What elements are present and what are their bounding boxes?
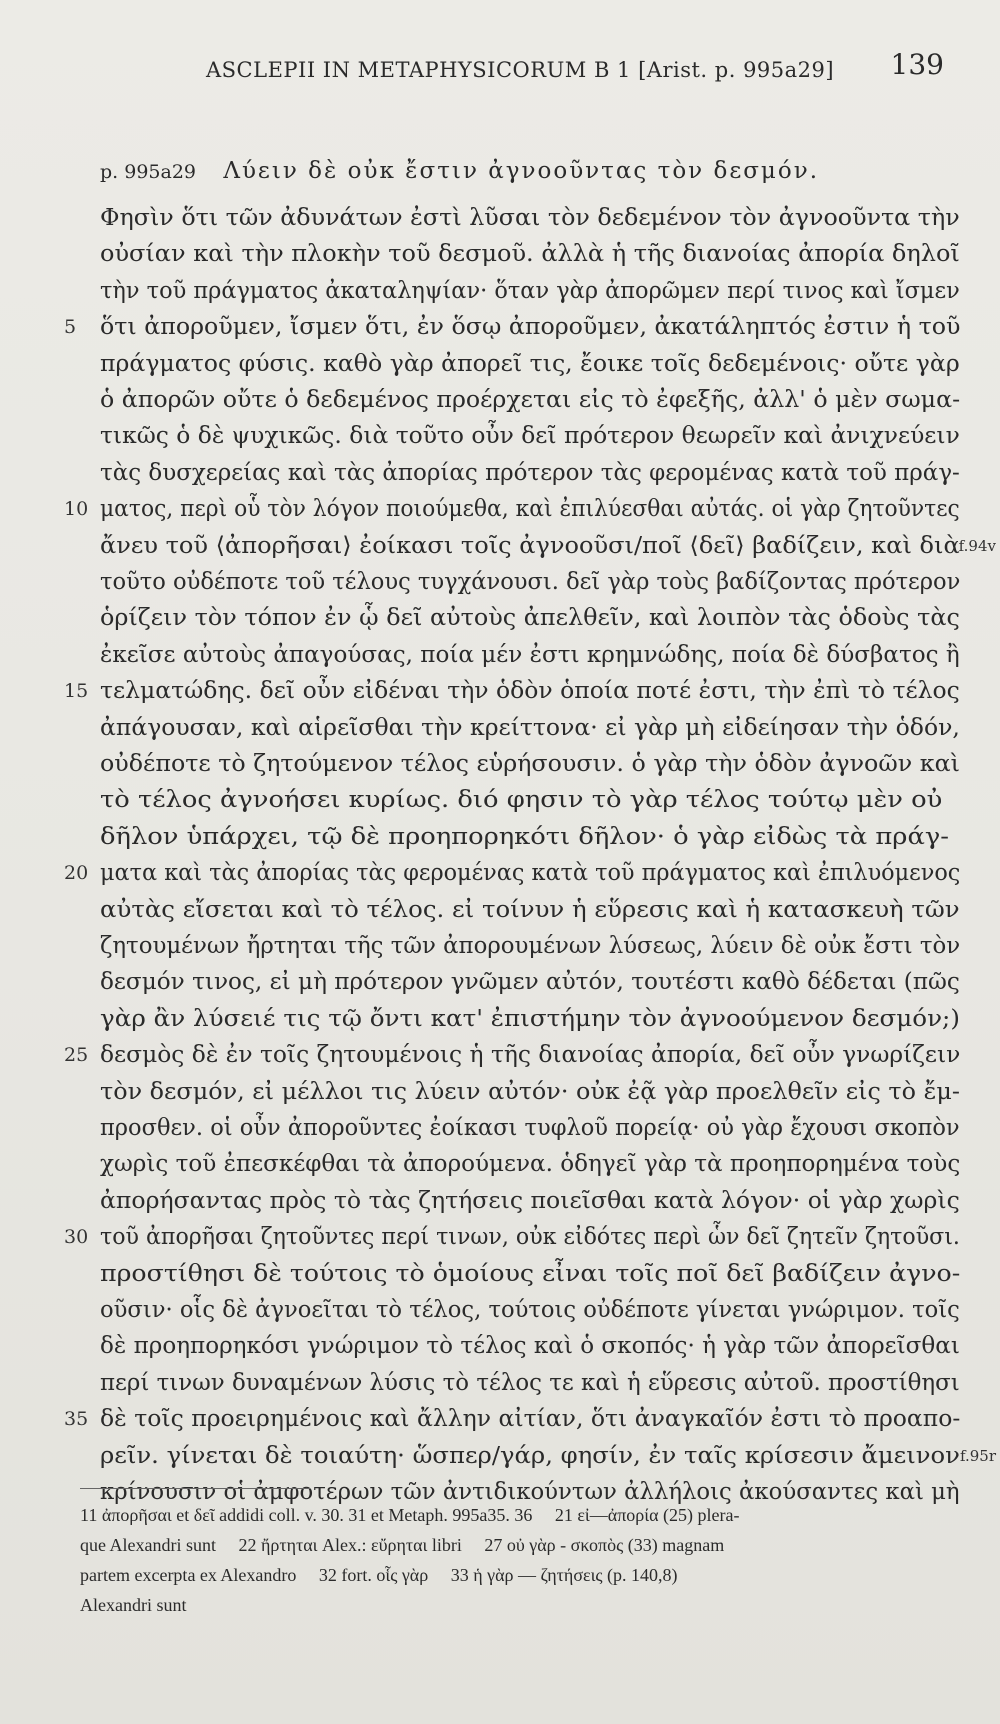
- line-text: ματα καὶ τὰς ἀπορίας τὰς φερομένας κατὰ τοῦ πράγματος καὶ ἐπιλυόμενος: [100, 860, 961, 887]
- line-number: 30: [64, 1226, 89, 1249]
- line-text: δῆλον ὑπάρχει, τῷ δὲ προηπορηκότι δῆλον· ὁ γὰρ εἰδὼς τὰ πράγ-: [100, 823, 949, 850]
- line-text: κρίνουσιν οἱ ἀμφοτέρων τῶν ἀντιδικούντων ἀλλήλοις ἀκούσαντες καὶ μὴ: [100, 1479, 960, 1505]
- line-text: γὰρ ἂν λύσειέ τις τῷ ὄντι κατ' ἐπιστήμην τὸν ἀγνοούμενον δεσμόν;): [100, 1005, 960, 1032]
- line-text: δεσμόν τινος, εἰ μὴ πρότερον γνῶμεν αὐτόν, τουτέστι καθὸ δέδεται (πῶς: [100, 969, 960, 996]
- line-text: τοῦτο οὐδέποτε τοῦ τέλους τυγχάνουσι. δεῖ γὰρ τοὺς βαδίζοντας πρότερον: [100, 569, 961, 595]
- line-text: ἄνευ τοῦ ⟨ἀπορῆσαι⟩ ἐοίκασι τοῖς ἀγνοοῦσι/ποῖ ⟨δεῖ⟩ βαδίζειν, καὶ διὰ: [100, 532, 960, 559]
- text-line: [100, 564, 960, 600]
- line-text: αὐτὰς εἴσεται καὶ τὸ τέλος. εἰ τοίνυν ἡ εὕρεσις καὶ ἡ κατασκευὴ τῶν: [100, 896, 960, 923]
- line-text: οῦσιν· οἷς δὲ ἀγνοεῖται τὸ τέλος, τούτοις οὐδέποτε γίνεται γνώριμον. τοῖς: [100, 1297, 960, 1323]
- text-line: [100, 782, 960, 818]
- text-line: [100, 1438, 996, 1474]
- line-text: ματος, περὶ οὗ τὸν λόγον ποιούμεθα, καὶ ἐπιλύεσθαι αὐτάς. οἱ γὰρ ζητοῦντες: [100, 496, 960, 523]
- text-line: [100, 637, 960, 673]
- line-text: προσθεν. οἱ οὖν ἀποροῦντες ἐοίκασι τυφλοῦ πορείᾳ· οὐ γὰρ ἔχουσι σκοπὸν: [100, 1115, 960, 1141]
- footnote-line: Alexandri sunt: [80, 1595, 187, 1615]
- line-text: ρεῖν. γίνεται δὲ τοιαύτη· ὥσπερ/γάρ, φησίν, ἐν ταῖς κρίσεσιν ἄμεινον: [100, 1442, 960, 1469]
- text-line: [100, 1292, 960, 1328]
- line-text: δὲ προηπορηκόσι γνώριμον τὸ τέλος καὶ ὁ σκοπός· ἡ γὰρ τῶν ἀπορεῖσθαι: [100, 1333, 960, 1360]
- line-number: 35: [64, 1408, 89, 1431]
- text-line: [100, 200, 960, 236]
- line-text: ὁρίζειν τὸν τόπον ἐν ᾧ δεῖ αὐτοὺς ἀπελθεῖν, καὶ λοιπὸν τὰς ὁδοὺς τὰς: [100, 605, 960, 632]
- line-text: τὴν τοῦ πράγματος ἀκαταληψίαν· ὅταν γὰρ ἀπορῶμεν περί τινος καὶ ἴσμεν: [100, 277, 960, 304]
- line-text: Φησὶν ὅτι τῶν ἀδυνάτων ἐστὶ λῦσαι τὸν δεδεμένον τὸν ἀγνοοῦντα τὴν: [100, 205, 960, 231]
- lemma-reference: p. 995a29: [100, 161, 197, 183]
- text-line: [64, 1219, 960, 1255]
- text-line: [100, 819, 960, 855]
- line-text: τὰς δυσχερείας καὶ τὰς ἀπορίας πρότερον τὰς φερομένας κατὰ τοῦ πράγ-: [100, 459, 960, 486]
- line-text: τελματώδης. δεῖ οὖν εἰδέναι τὴν ὁδὸν ὁποία ποτέ ἐστι, τὴν ἐπὶ τὸ τέλος: [100, 678, 960, 705]
- footnote-line: que Alexandri sunt 22 ἤρτηται Alex.: εὔρηται libri 27 οὐ γὰρ - σκοπὸς (33) magnam: [80, 1535, 725, 1555]
- footnote-rule: [80, 1488, 310, 1489]
- line-number: 5: [64, 316, 77, 339]
- line-text: τοῦ ἀπορῆσαι ζητοῦντες περί τινων, οὐκ εἰδότες περὶ ὧν δεῖ ζητεῖν ζητοῦσι.: [100, 1224, 960, 1251]
- line-text: δὲ τοῖς προειρημένοις καὶ ἄλλην αἰτίαν, ὅτι ἀναγκαῖόν ἐστι τὸ προαπο-: [100, 1406, 961, 1433]
- text-line: [64, 1401, 961, 1437]
- text-line: [100, 1183, 960, 1219]
- footnote-line: partem excerpta ex Alexandro 32 fort. οἷς γὰρ 33 ἡ γὰρ — ζητήσεις (p. 140,8): [80, 1565, 678, 1585]
- lemma: [100, 158, 960, 184]
- text-line: [100, 455, 960, 491]
- text-line: [100, 600, 960, 636]
- text-line: [100, 1365, 960, 1401]
- text-line: [64, 855, 961, 891]
- line-text: πράγματος φύσις. καθὸ γὰρ ἀπορεῖ τις, ἔοικε τοῖς δεδεμένοις· οὔτε γὰρ: [100, 350, 960, 377]
- line-text: οὐδέποτε τὸ ζητούμενον τέλος εὑρήσουσιν. ὁ γὰρ τὴν ὁδὸν ἀγνοῶν καὶ: [100, 751, 960, 777]
- text-line: [100, 964, 960, 1000]
- text-line: [100, 1328, 960, 1364]
- line-text: ἐκεῖσε αὐτοὺς ἀπαγούσας, ποία μέν ἐστι κρημνώδης, ποία δὲ δύσβατος ἢ: [100, 641, 960, 668]
- text-line: [100, 1146, 960, 1182]
- lemma-text: Λύειν δὲ οὐκ ἔστιν ἀγνοοῦντας τὸν δεσμόν.: [223, 158, 820, 184]
- folio-marker: f.95r: [959, 1446, 996, 1465]
- line-text: ζητουμένων ἤρτηται τῆς τῶν ἀπορουμένων λύσεως, λύειν δὲ οὐκ ἔστι τὸν: [100, 933, 961, 959]
- folio-marker: f.94v: [958, 536, 996, 555]
- line-text: δεσμὸς δὲ ἐν τοῖς ζητουμένοις ἡ τῆς διανοίας ἀπορία, δεῖ οὖν γνωρίζειν: [100, 1042, 961, 1069]
- line-text: περί τινων δυναμένων λύσις τὸ τέλος τε καὶ ἡ εὕρεσις αὐτοῦ. προστίθησι: [100, 1369, 960, 1396]
- footnote-line: 11 ἀπορῆσαι et δεῖ addidi coll. v. 30. 31 et Metaph. 995a35. 36 21 εἰ—ἀπορία (25) plera-: [80, 1505, 740, 1525]
- text-line: [100, 892, 960, 928]
- text-line: [100, 1001, 960, 1037]
- line-number: 25: [64, 1044, 89, 1067]
- text-line: [100, 418, 960, 454]
- line-text: προστίθησι δὲ τούτοις τὸ ὁμοίους εἶναι τοῖς ποῖ δεῖ βαδίζειν ἀγνο-: [100, 1260, 961, 1287]
- text-line: [100, 746, 960, 782]
- text-line: [100, 1256, 960, 1292]
- line-text: ὅτι ἀποροῦμεν, ἴσμεν ὅτι, ἐν ὅσῳ ἀποροῦμεν, ἀκατάληπτός ἐστιν ἡ τοῦ: [100, 314, 961, 341]
- line-text: τὸν δεσμόν, εἰ μέλλοι τις λύειν αὐτόν· οὐκ ἐᾷ γὰρ προελθεῖν εἰς τὸ ἔμ-: [100, 1078, 960, 1105]
- text-line: [100, 346, 960, 382]
- text-line: [64, 309, 961, 345]
- line-text: οὐσίαν καὶ τὴν πλοκὴν τοῦ δεσμοῦ. ἀλλὰ ἡ τῆς διανοίας ἀπορία δηλοῖ: [100, 241, 960, 268]
- running-title: ASCLEPII IN METAPHYSICORUM B 1 [Arist. p. 995a29]: [206, 58, 835, 82]
- line-number: 20: [64, 862, 89, 885]
- text-line: [100, 382, 960, 418]
- text-line: [64, 673, 960, 709]
- line-text: ὁ ἀπορῶν οὔτε ὁ δεδεμένος προέρχεται εἰς τὸ ἐφεξῆς, ἀλλ' ὁ μὲν σωμα-: [100, 387, 961, 413]
- page-header: [0, 48, 1000, 88]
- text-line: [100, 273, 960, 309]
- line-text: χωρὶς τοῦ ἐπεσκέφθαι τὰ ἀπορούμενα. ὁδηγεῖ γὰρ τὰ προηπορημένα τοὺς: [100, 1151, 961, 1178]
- text-line: [64, 491, 960, 527]
- text-line: [100, 528, 996, 564]
- line-text: ἀπάγουσαν, καὶ αἱρεῖσθαι τὴν κρείττονα· εἰ γὰρ μὴ εἰδείησαν τὴν ὁδόν,: [100, 714, 960, 741]
- text-line: [64, 1037, 961, 1073]
- line-text: τὸ τέλος ἀγνοήσει κυρίως. διό φησιν τὸ γὰρ τέλος τούτῳ μὲν οὐ: [100, 787, 943, 814]
- page-number: 139: [890, 48, 944, 81]
- text-line: [100, 1074, 960, 1110]
- text-line: [100, 1110, 960, 1146]
- line-number: 10: [64, 498, 89, 521]
- line-text: ἀπορήσαντας πρὸς τὸ τὰς ζητήσεις ποιεῖσθαι κατὰ λόγον· οἱ γὰρ χωρὶς: [100, 1187, 960, 1214]
- line-text: τικῶς ὁ δὲ ψυχικῶς. διὰ τοῦτο οὖν δεῖ πρότερον θεωρεῖν καὶ ἀνιχνεύειν: [100, 423, 960, 450]
- line-number: 15: [64, 680, 89, 703]
- text-line: [100, 236, 960, 272]
- text-line: [100, 928, 960, 964]
- text-line: [100, 710, 960, 746]
